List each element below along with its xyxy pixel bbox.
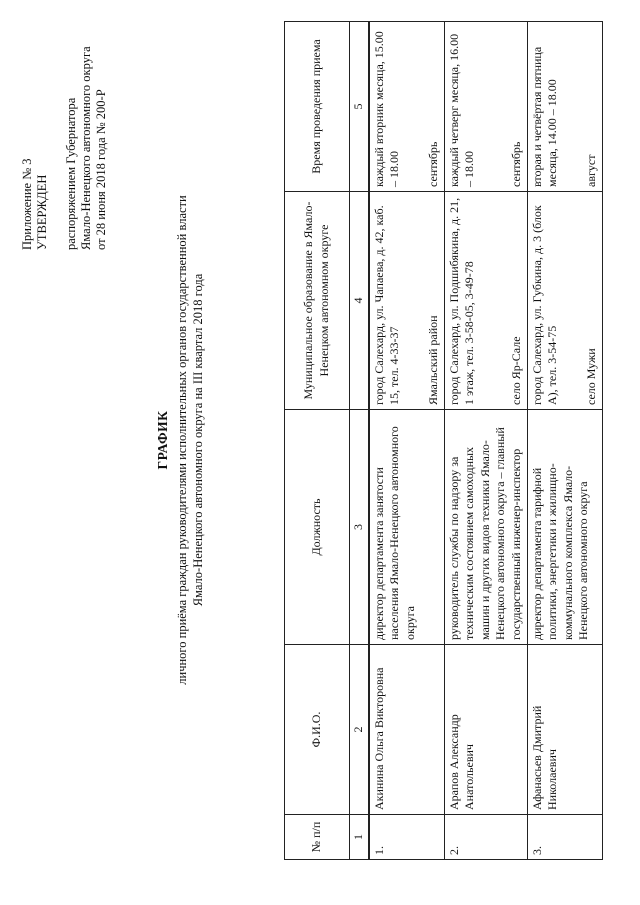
document-subtitle-line2: Ямало-Ненецкого автономного округа на III квартал 2018 года [190,273,205,607]
visit-location: Ямальский район [426,315,440,405]
header-position: Должность [285,410,350,645]
reception-address: город Салехард, ул. Подшибякина, д. 21, 1 этаж, тел. 3-58-05, 3-49-78 [446,197,477,405]
official-position: руководитель службы по надзору за техническим состоянием самоходных машин и других видов техники Ямало-Ненецкого автономного округа – главный государственный инженер-инспектор [444,410,527,645]
visit-month: сентябрь [426,141,440,187]
schedule-table [284,21,603,860]
appendix-number: Приложение № 3 [20,158,34,250]
time-cell [369,22,445,192]
row-number: 3. [527,815,602,860]
visit-location: село Мужи [583,348,598,405]
row-number: 1. [369,815,445,860]
reception-hours: каждый вторник месяца, 15.00 – 18.00 [371,31,402,187]
approval-order-line: распоряжением Губернатора [64,97,78,250]
official-name: Афанасьев Дмитрий Николаевич [527,645,602,815]
header-municipality: Муниципальное образование в Ямало-Ненецком автономном округе [285,192,350,410]
column-number: 1 [350,815,369,860]
reception-hours: вторая и четвёртая пятница месяца, 14.00 – 18.00 [529,46,560,187]
header-name: Ф.И.О. [285,645,350,815]
municipality-cell [369,192,445,410]
official-position: директор департамента тарифной политики, энергетики и жилищно-коммунального комплекса Ямало-Ненецкого автономного округа [527,410,602,645]
table-row [527,22,602,860]
municipality-cell [444,192,527,410]
reception-address: город Салехард, ул. Чапаева, д. 42, каб. 15, тел. 4-33-37 [371,205,402,405]
official-position: директор департамента занятости населения Ямало-Ненецкого автономного округа [369,410,445,645]
column-number-row [350,22,369,860]
table-row [444,22,527,860]
official-name: Арапов Александр Анатольевич [444,645,527,815]
reception-hours: каждый четверг месяца, 16.00 – 18.00 [446,33,477,187]
column-number: 4 [350,192,369,410]
table-header-row [285,22,350,860]
visit-location: село Яр-Сале [508,336,523,405]
document-subtitle-line1: личного приёма граждан руководителями исполнительных органов государственной власти [174,195,189,685]
approval-region-line: Ямало-Ненецкого автономного округа [79,46,93,250]
reception-address: город Салехард, ул. Губкина, д. 3 (блок А), тел. 3-54-75 [529,205,560,405]
time-cell [527,22,602,192]
visit-month: сентябрь [508,141,523,187]
municipality-cell [527,192,602,410]
column-number: 5 [350,22,369,192]
column-number: 2 [350,645,369,815]
visit-month: август [583,154,598,187]
approved-stamp: УТВЕРЖДЕН [35,174,49,250]
header-time: Время проведения приема [285,22,350,192]
document-heading [155,25,206,855]
approval-block [20,20,109,250]
table-row [369,22,445,860]
header-number: № п/п [285,815,350,860]
time-cell [444,22,527,192]
row-number: 2. [444,815,527,860]
column-number: 3 [350,410,369,645]
approval-date-line: от 28 июня 2018 года № 200-Р [94,89,108,250]
official-name: Акинина Ольга Викторовна [369,645,445,815]
document-title: ГРАФИК [155,410,170,470]
